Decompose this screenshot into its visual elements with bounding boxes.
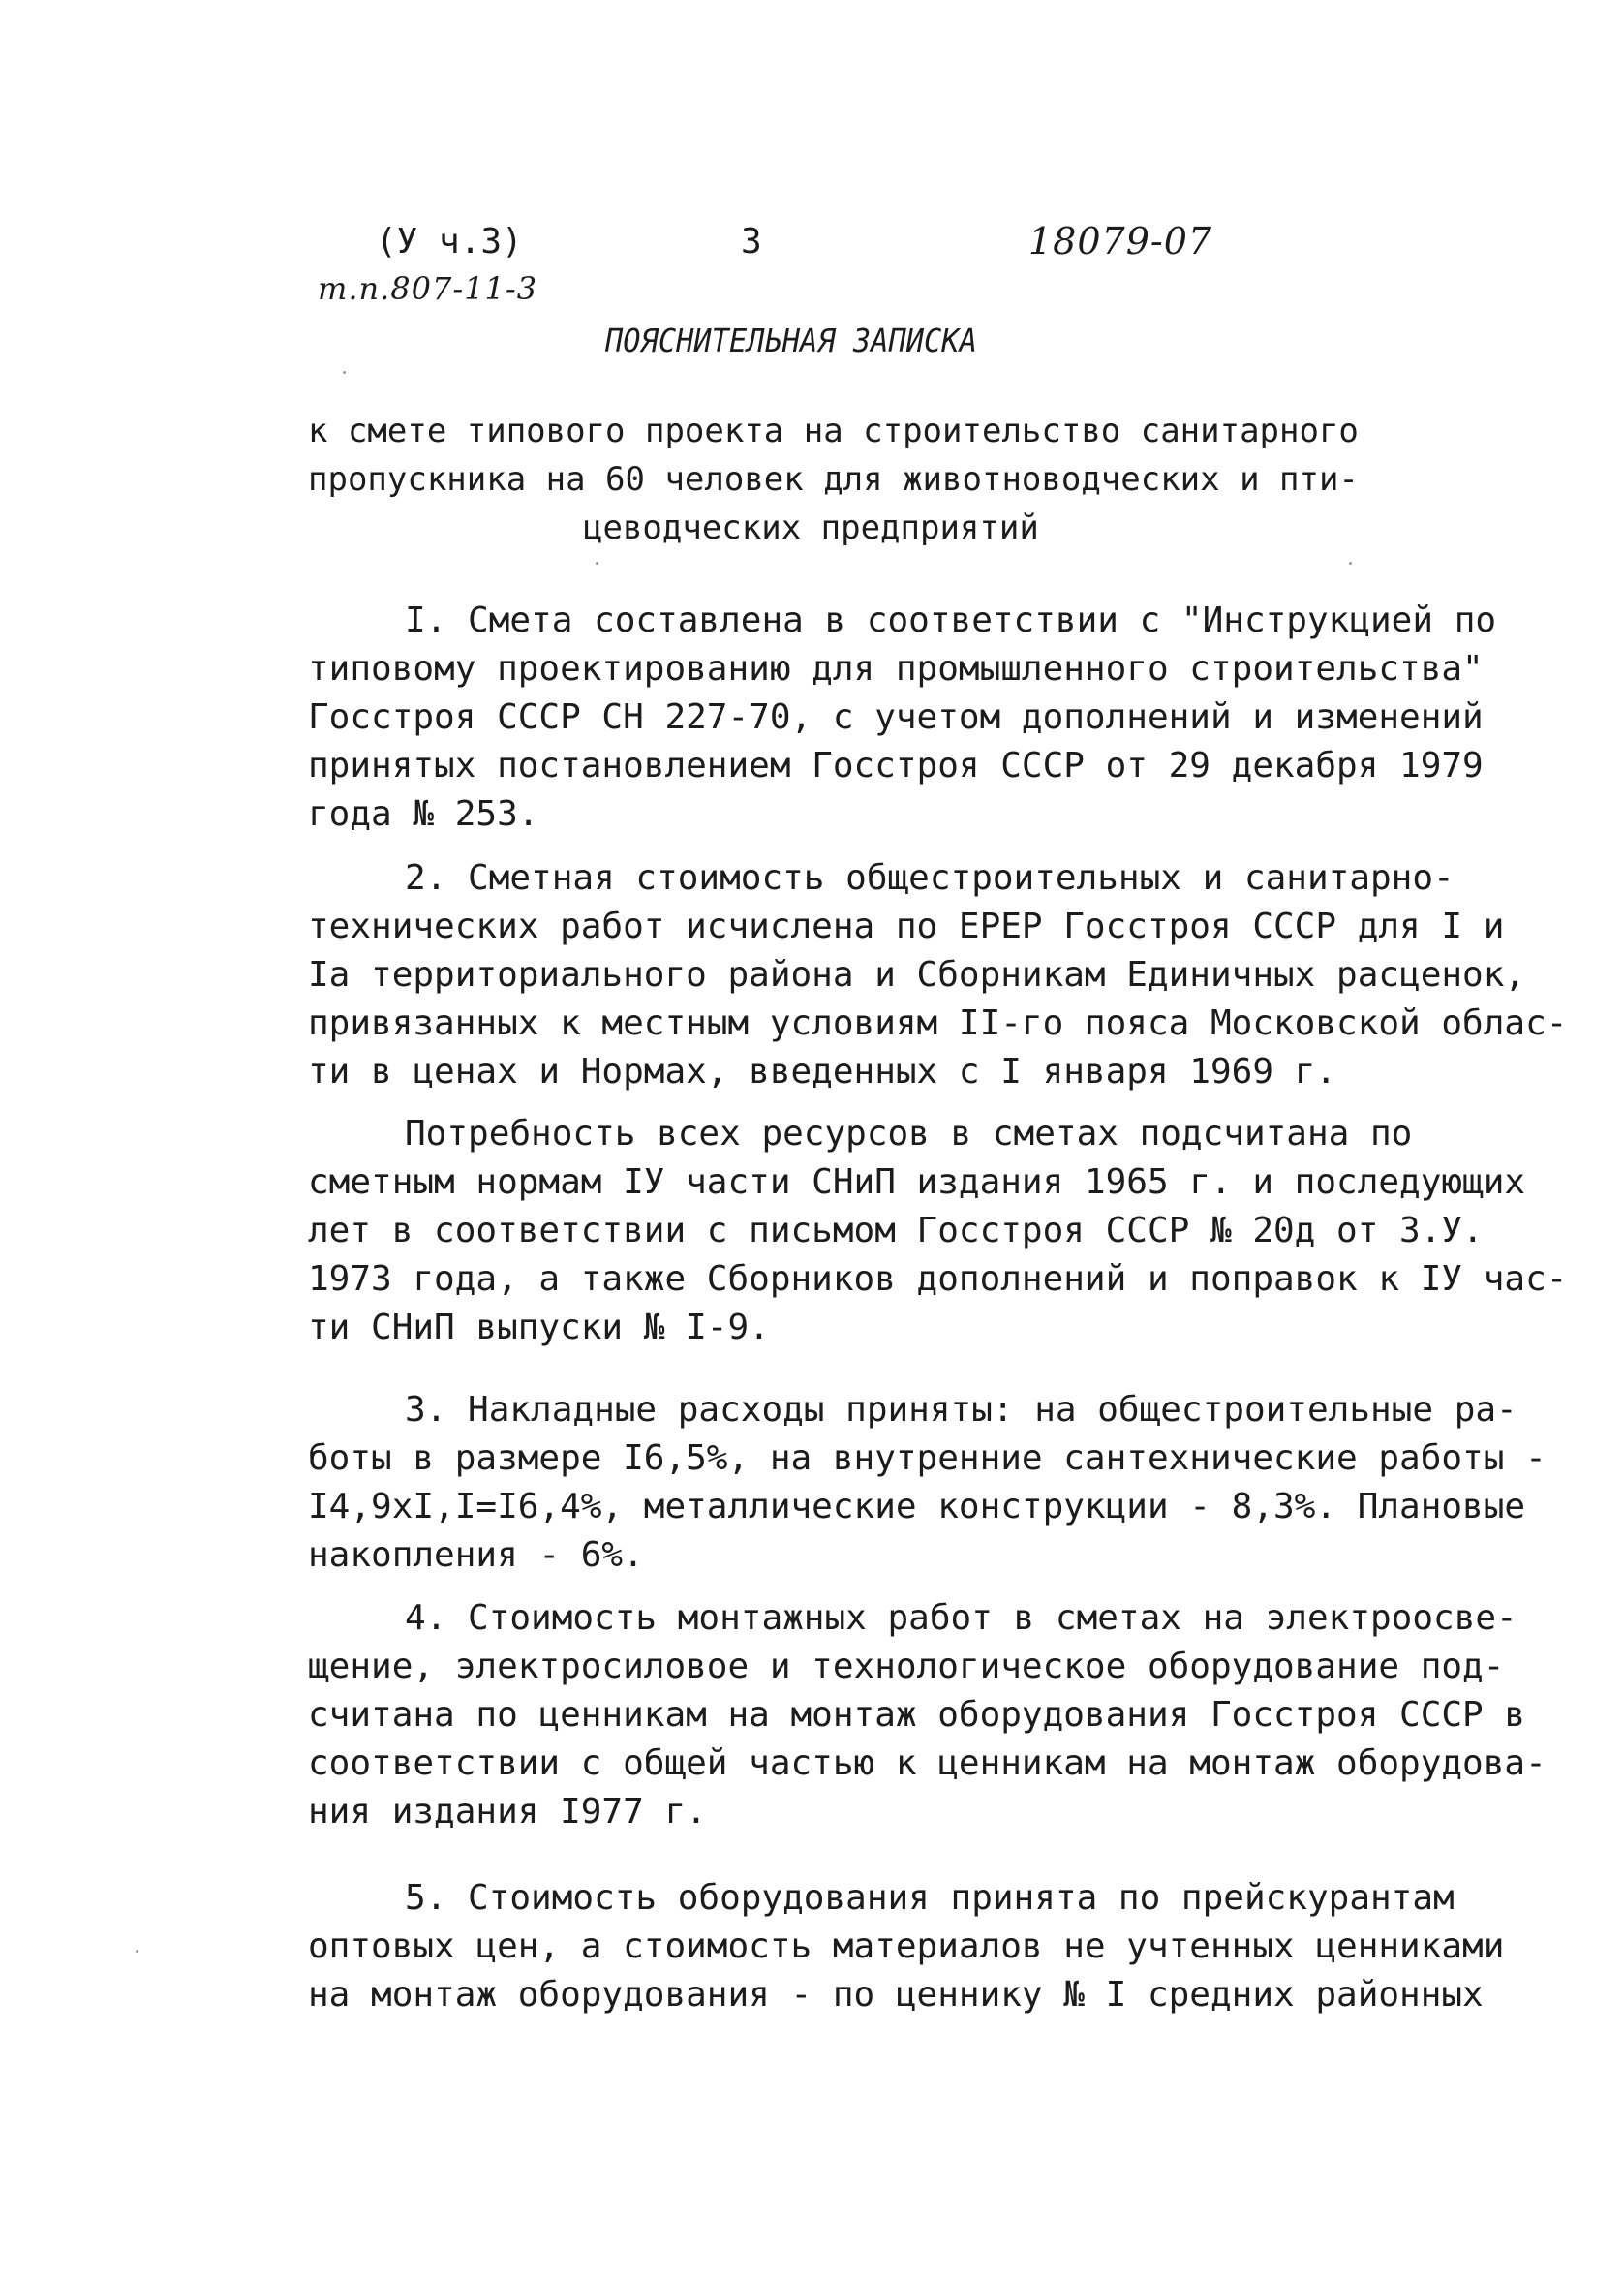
paragraph-line: 1973 года, а также Сборников дополнений и поправок к IУ час- [308,1259,1568,1299]
paragraph-2 [308,854,1568,1096]
document-title: ПОЯСНИТЕЛЬНАЯ ЗАПИСКА [605,322,977,359]
paragraph-5 [308,1594,1547,1836]
paragraph-line: ти в ценах и Нормах, введенных с I января 1969 г. [308,1052,1337,1092]
paragraph-line: боты в размере I6,5%, на внутренние сантехнические работы - [308,1438,1547,1478]
paragraph-line: I. Смета составлена в соответствии с "Инструкцией по [405,601,1497,640]
paragraph-line: привязанных к местным условиям II-го пояса Московской облас- [308,1003,1568,1043]
paragraph-line: Потребность всех ресурсов в сметах подсчитана по [405,1114,1413,1154]
paragraph-line: технических работ исчислена по ЕРЕР Госстроя СССР для I и [308,907,1505,946]
scan-speck [1349,562,1352,565]
paragraph-line: лет в соответствии с письмом Госстроя СССР № 20д от 3.У. [308,1211,1484,1250]
paragraph-line: ния издания I977 г. [308,1792,707,1832]
project-code-handwritten: т.п.807-11-3 [318,270,538,307]
paragraph-line: на монтаж оборудования - по ценнику № I средних районных [308,1975,1484,2015]
paragraph-line: 2. Сметная стоимость общестроительных и санитарно- [405,858,1455,898]
document-subtitle [308,407,1393,552]
scan-speck [596,562,598,565]
paragraph-line: оптовых цен, а стоимость материалов не учтенных ценниками [308,1927,1505,1966]
paragraph-line: года № 253. [308,794,539,834]
volume-label: (У ч.3) [376,222,523,262]
scan-speck [343,371,346,374]
paragraph-3 [308,1110,1568,1352]
document-number-handwritten: 18079-07 [1028,220,1213,262]
subtitle-line: пропускника на 60 человек для животноводческих и пти- [308,460,1359,499]
paragraph-line: соответствии с общей частью к ценникам на монтаж оборудова- [308,1743,1547,1783]
paragraph-line: ти СНиП выпуски № I-9. [308,1308,770,1347]
paragraph-line: щение, электросиловое и технологическое оборудование под- [308,1647,1505,1686]
paragraph-6 [308,1874,1509,2019]
subtitle-line: к смете типового проекта на строительство санитарного [308,412,1359,450]
paragraph-line: типовому проектированию для промышленного строительства" [308,649,1484,689]
paragraph-line: Iа территориального района и Сборникам Единичных расценок, [308,955,1526,995]
paragraph-line: Госстроя СССР СН 227-70, с учетом дополнений и изменений [308,697,1484,737]
paragraph-line: накопления - 6%. [308,1535,644,1575]
paragraph-1 [308,597,1509,839]
paragraph-line: принятых постановлением Госстроя СССР от 29 декабря 1979 [308,746,1484,786]
scan-speck [136,1950,138,1953]
paragraph-line: считана по ценникам на монтаж оборудования Госстроя СССР в [308,1695,1526,1735]
paragraph-line: 5. Стоимость оборудования принята по прейскурантам [405,1878,1455,1918]
paragraph-line: 4. Стоимость монтажных работ в сметах на электроосве- [405,1598,1517,1638]
subtitle-line: цеводческих предприятий [583,509,1039,547]
page-number: 3 [741,222,762,262]
paragraph-line: сметным нормам IУ части СНиП издания 1965 г. и последующих [308,1162,1526,1202]
paragraph-4 [308,1386,1547,1580]
paragraph-line: 3. Накладные расходы приняты: на общестроительные ра- [405,1390,1517,1430]
paragraph-line: I4,9хI,I=I6,4%, металлические конструкции - 8,3%. Плановые [308,1487,1526,1526]
